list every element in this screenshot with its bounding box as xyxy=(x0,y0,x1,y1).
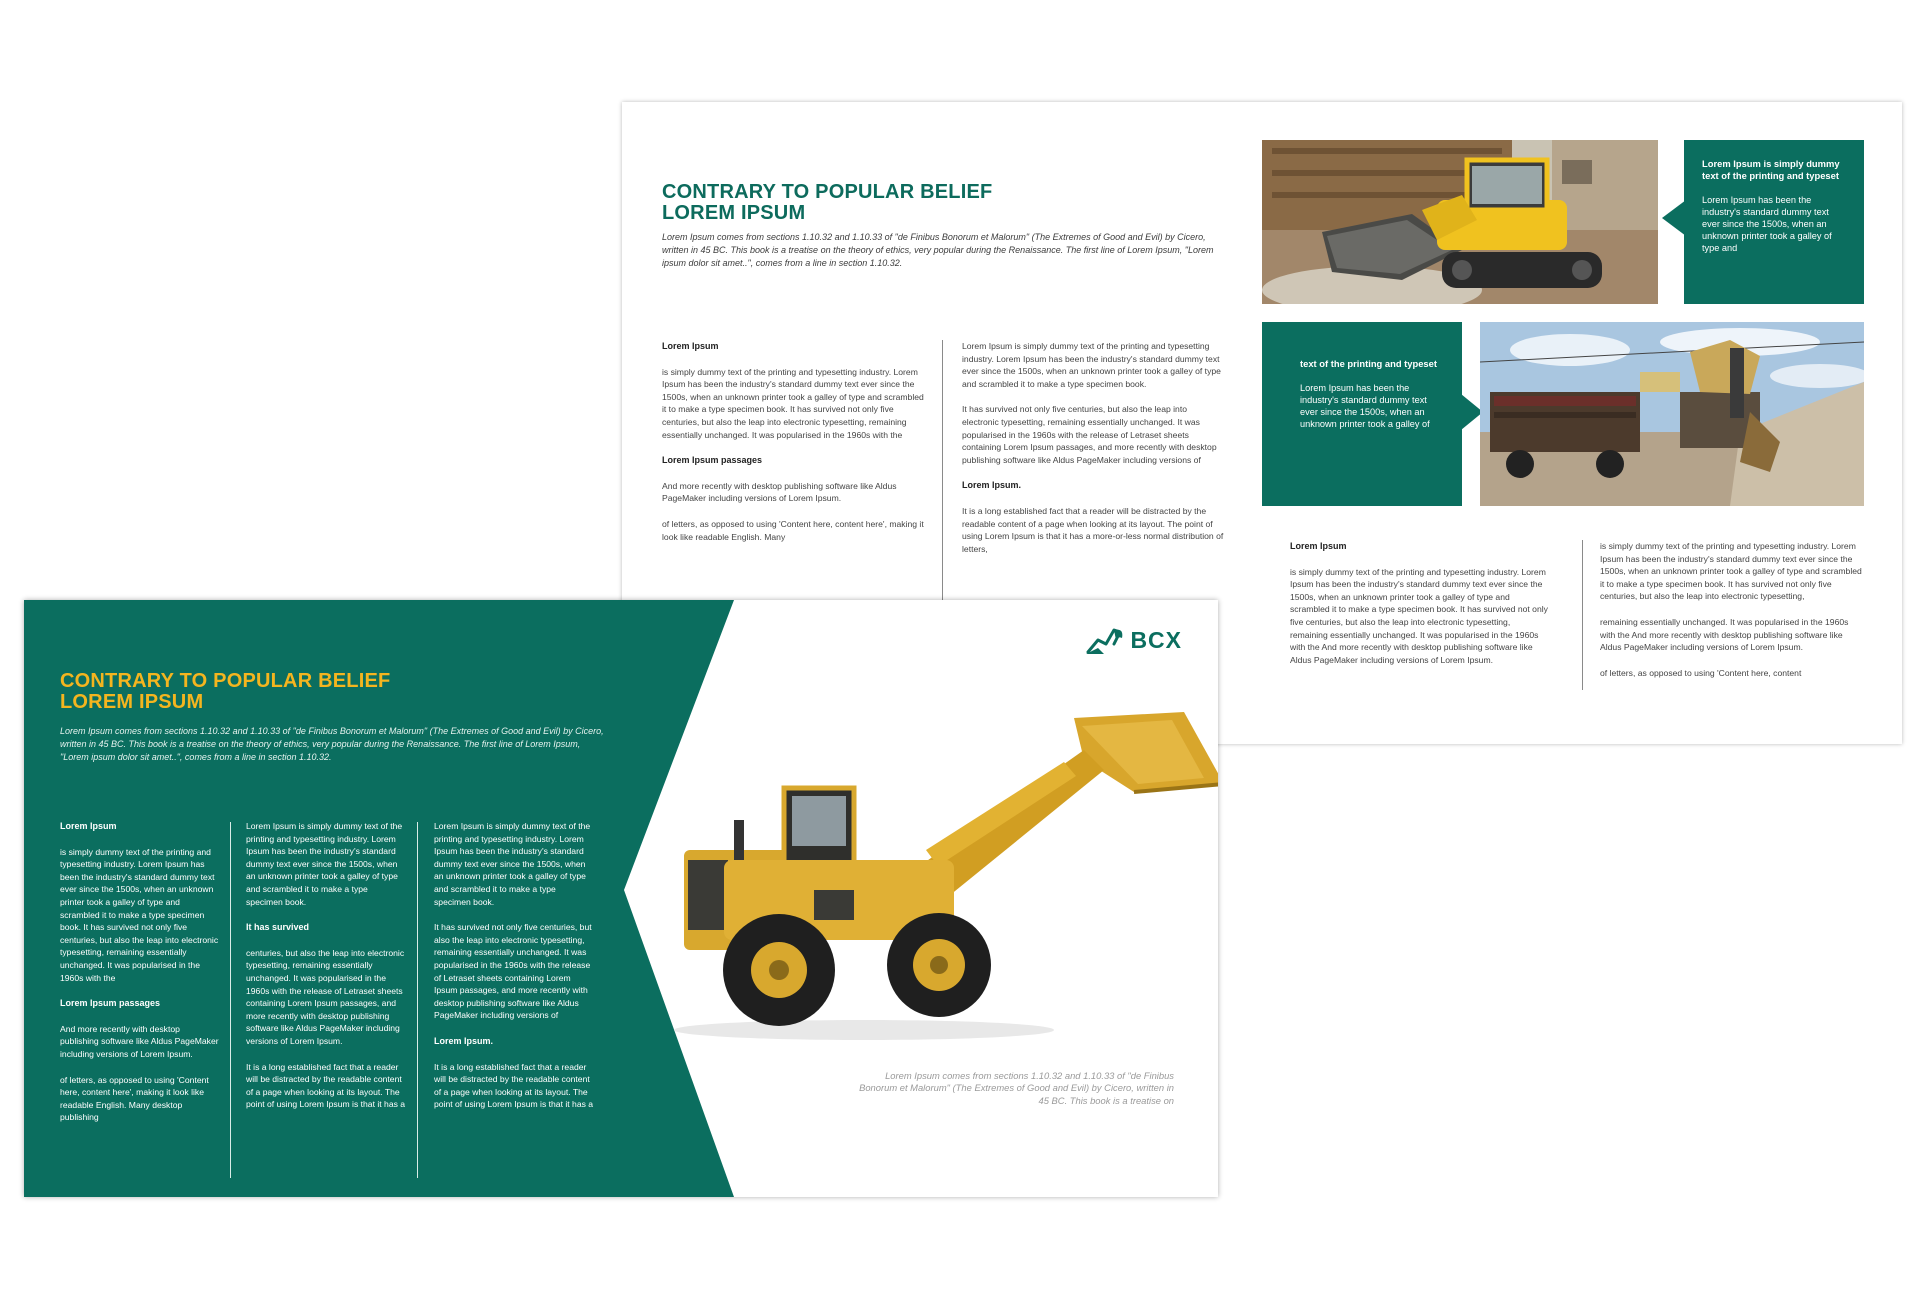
callout-bottom-body: Lorem Ipsum has been the industry's standard dummy text ever since the 1500s, when an unknown printer took a galley of xyxy=(1300,383,1430,429)
callout-top-body: Lorem Ipsum has been the industry's standard dummy text ever since the 1500s, when an unknown printer took a galley of type and xyxy=(1702,195,1832,253)
column-divider xyxy=(417,822,418,1178)
front-col2-paragraph: It is a long established fact that a reader will be distracted by the readable content of a page when looking at its layout. The point of using Lorem Ipsum is that it has a xyxy=(246,1061,406,1110)
front-col1-paragraph: is simply dummy text of the printing and typesetting industry. Lorem Ipsum has been the industry's standard dummy text ever since the 1500s, when an unknown printer took a galley of type and scrambled it to make a type specimen book. It has survived not only five centuries, but also the leap into electronic typesetting, remaining essentially unchanged. It was popularised in the 1960s with the xyxy=(60,846,219,983)
back-col1-paragraph: of letters, as opposed to using 'Content here, content here', making it look like readable English. Many xyxy=(662,518,924,542)
excavator-logo-icon xyxy=(1084,624,1126,656)
callout-top-title: Lorem Ipsum is simply dummy text of the printing and typeset xyxy=(1702,158,1840,181)
front-title-line-1: CONTRARY TO POPULAR BELIEF xyxy=(60,670,391,692)
front-col2-paragraph: centuries, but also the leap into electronic typesetting, remaining essentially unchanged. It was popularised in the 1960s with the release of Letraset sheets containing Lorem Ipsum passages, and more recently with desktop publishing software like Aldus PageMaker including versions of Lorem Ipsum. xyxy=(246,947,405,1046)
back-intro-text: Lorem Ipsum comes from sections 1.10.32 and 1.10.33 of "de Finibus Bonorum et Malorum" (The Extremes of Good and Evil) by Cicero, written in 45 BC. This book is a treatise on the theory of ethics, very popular during the Renaissance. The first line of Lorem Ipsum, "Lorem ipsum dolor sit amet..", comes from a line in section 1.10.32. xyxy=(662,232,1214,268)
back-title-line-1: CONTRARY TO POPULAR BELIEF xyxy=(662,181,993,203)
callout-pointer-left xyxy=(1662,200,1686,236)
back-page-title xyxy=(662,182,992,224)
front-col1-heading: Lorem Ipsum xyxy=(60,821,117,831)
back-column-1 xyxy=(662,340,930,600)
wheel-loader-image xyxy=(664,700,1218,1060)
front-title-line-2: LOREM IPSUM xyxy=(60,691,204,713)
logo-wordmark: BCX xyxy=(1130,626,1182,653)
back-title-line-2: LOREM IPSUM xyxy=(662,202,806,224)
track-loader-illustration xyxy=(1262,140,1658,304)
back-col2-heading: Lorem Ipsum. xyxy=(962,480,1022,491)
front-col3-paragraph: It is a long established fact that a reader will be distracted by the readable content of a page when looking at its layout. The point of using Lorem Ipsum is that it has a xyxy=(434,1061,594,1110)
back-col1-paragraph: is simply dummy text of the printing and typesetting industry. Lorem Ipsum has been the industry's standard dummy text ever since the 1500s, when an unknown printer took a galley of type and scrambled it to make a type specimen book. It has survived not only five centuries, but also the leap into electronic typesetting, remaining essentially unchanged. It was popularised in the 1960s with the xyxy=(662,366,924,440)
front-col3-paragraph: It has survived not only five centuries, but also the leap into electronic typesetting, remaining essentially unchanged. It was popularised in the 1960s with the release of Letraset sheets containing Lorem Ipsum passages, and more recently with desktop publishing software like Aldus PageMaker including versions of xyxy=(434,922,592,1021)
track-loader-photo xyxy=(1262,140,1658,304)
front-page-title xyxy=(60,671,390,713)
front-col3-heading: Lorem Ipsum. xyxy=(434,1035,494,1046)
front-col2-paragraph: Lorem Ipsum is simply dummy text of the printing and typesetting industry. Lorem Ipsum has been the industry's standard dummy text ever since the 1500s, when an unknown printer took a galley of type and scrambled it to make a type specimen book. xyxy=(246,821,403,907)
back-column-2 xyxy=(962,340,1224,600)
callout-box-top xyxy=(1684,140,1864,304)
front-intro-text: Lorem Ipsum comes from sections 1.10.32 and 1.10.33 of "de Finibus Bonorum et Malorum" (The Extremes of Good and Evil) by Cicero, written in 45 BC. This book is a treatise on the theory of ethics, very popular during the Renaissance. The first line of Lorem Ipsum, "Lorem ipsum dolor sit amet..", comes from a line in section 1.10.32. xyxy=(60,726,604,762)
bcx-logo xyxy=(1084,624,1182,656)
front-col2-heading: It has survived xyxy=(246,922,310,933)
back-lower-col2-paragraph: is simply dummy text of the printing and typesetting industry. Lorem Ipsum has been the industry's standard dummy text ever since the 1500s, when an unknown printer took a galley of type and scrambled it to make a type specimen book. It has survived not only five centuries, but also the leap into electronic typesetting, xyxy=(1600,541,1862,602)
back-col1-subheading: Lorem Ipsum passages xyxy=(662,455,763,466)
back-col2-paragraph: Lorem Ipsum is simply dummy text of the printing and typesetting industry. Lorem Ipsum has been the industry's standard dummy text ever since the 1500s, when an unknown printer took a galley of type and scrambled it to make a type specimen book. xyxy=(962,341,1221,389)
back-col1-heading: Lorem Ipsum xyxy=(662,341,719,351)
back-lower-col2-paragraph: of letters, as opposed to using 'Content here, content xyxy=(1600,667,1802,678)
back-lower-col1-paragraph: is simply dummy text of the printing and typesetting industry. Lorem Ipsum has been the industry's standard dummy text ever since the 1500s, when an unknown printer took a galley of type and scrambled it to make a type specimen book. It has survived not only five centuries, but also the leap into electronic typesetting, remaining essentially unchanged. It was popularised in the 1960s with the And more recently with desktop publishing software like Aldus PageMaker including versions of Lorem Ipsum. xyxy=(1290,566,1548,665)
dump-truck-illustration xyxy=(1480,322,1864,506)
column-divider xyxy=(230,822,231,1178)
front-column-2 xyxy=(246,820,406,1182)
back-col2-paragraph: It has survived not only five centuries, but also the leap into electronic typesetting, remaining essentially unchanged. It was popularised in the 1960s with the release of Letraset sheets containing Lorem Ipsum passages, and more recently with desktop publishing software like Aldus PageMaker including versions of xyxy=(962,404,1217,465)
callout-bottom-title: text of the printing and typeset xyxy=(1300,358,1437,369)
callout-box-bottom xyxy=(1262,322,1462,506)
column-divider xyxy=(1582,540,1583,690)
front-col3-paragraph: Lorem Ipsum is simply dummy text of the printing and typesetting industry. Lorem Ipsum has been the industry's standard dummy text ever since the 1500s, when an unknown printer took a galley of type and scrambled it to make a type specimen book. xyxy=(434,821,591,907)
back-col1-paragraph: And more recently with desktop publishing software like Aldus PageMaker including versions of Lorem Ipsum. xyxy=(662,480,897,504)
back-lower-column-1 xyxy=(1290,540,1550,679)
image-caption: Lorem Ipsum comes from sections 1.10.32 and 1.10.33 of "de Finibus Bonorum et Malorum" (The Extremes of Good and Evil) by Cicero, written in 45 BC. This book is a treatise on xyxy=(859,1070,1174,1106)
back-lower-col2-paragraph: remaining essentially unchanged. It was popularised in the 1960s with the And more recently with desktop publishing software like Aldus PageMaker including versions of Lorem Ipsum. xyxy=(1600,616,1849,653)
column-divider xyxy=(942,340,943,600)
front-col1-paragraph: And more recently with desktop publishing software like Aldus PageMaker including versions of Lorem Ipsum. xyxy=(60,1023,219,1059)
front-brochure-page xyxy=(24,600,1218,1197)
dump-truck-photo xyxy=(1480,322,1864,506)
front-column-3 xyxy=(434,820,594,1182)
front-column-1 xyxy=(60,820,220,1182)
back-col2-paragraph: It is a long established fact that a reader will be distracted by the readable content of a page when looking at its layout. The point of using Lorem Ipsum is that it has a more-or-less normal distribution of letters, xyxy=(962,505,1224,554)
front-col1-subheading: Lorem Ipsum passages xyxy=(60,998,161,1009)
back-lower-column-2 xyxy=(1600,540,1864,692)
front-col1-paragraph: of letters, as opposed to using 'Content here, content here', making it look like readable English. Many desktop publishing xyxy=(60,1074,209,1123)
back-lower-col1-heading: Lorem Ipsum xyxy=(1290,541,1347,551)
